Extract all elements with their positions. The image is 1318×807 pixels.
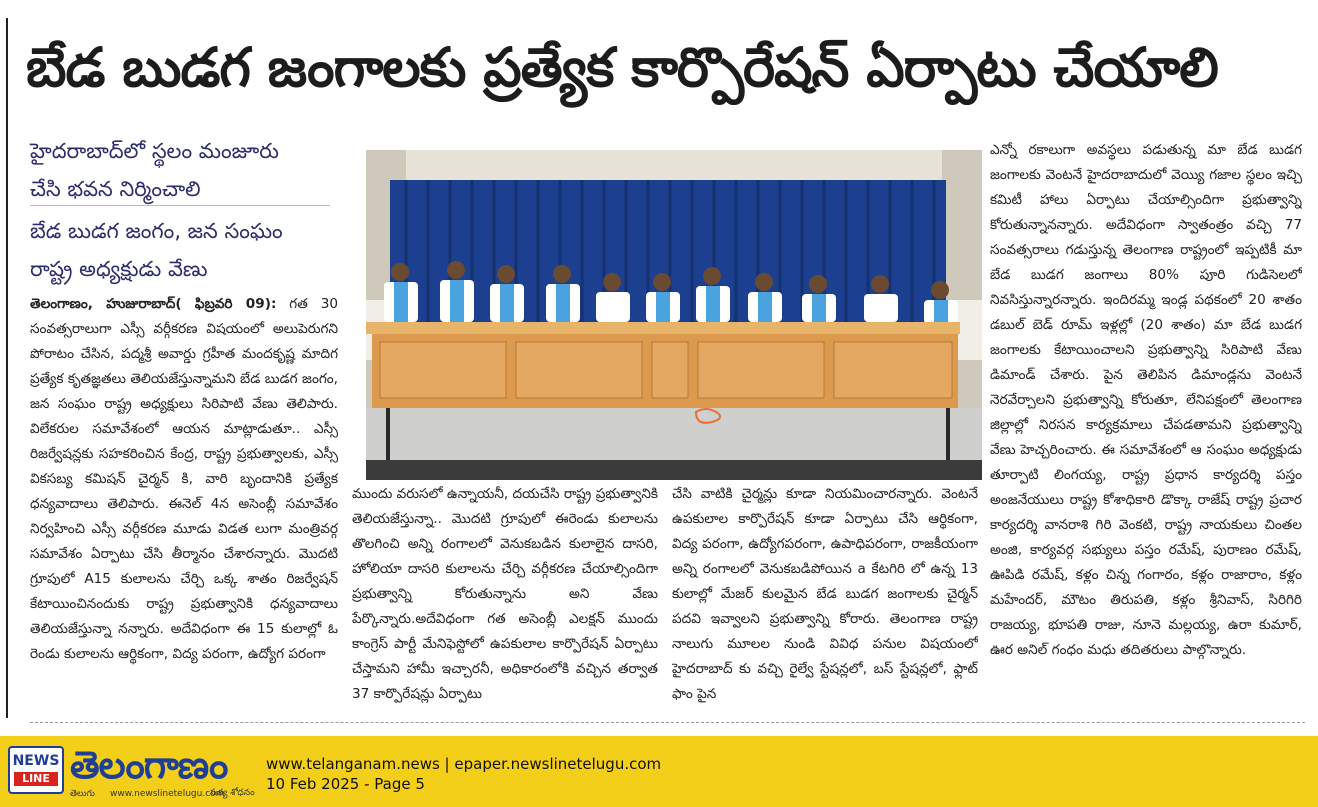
subheading-divider [30, 205, 330, 206]
brand-tagline: సత్య శోధనం [210, 788, 255, 798]
article-column-2 [352, 482, 658, 708]
brand-language: తెలుగు [70, 789, 95, 799]
press-meet-photo [366, 150, 982, 480]
footer-divider [30, 722, 1305, 723]
newsline-logo [8, 746, 64, 794]
press-meet-image [366, 150, 982, 480]
subheading-line: హైదరాబాద్‌లో స్థలం మంజూరు [30, 139, 279, 163]
logo-text-top: NEWS [12, 753, 60, 769]
article-column-4 [990, 138, 1302, 708]
subheading-line: చేసి భవన నిర్మించాలి [30, 177, 201, 201]
column-text: చేసి వాటికి చైర్మన్లు కూడా నియమించారన్నారు. వెంటనే ఉపకులాల కార్పొరేషన్ కూడా ఏర్పాటు చేసి ఆర్థికంగా, విద్య పరంగా, ఉద్యోగపరంగా, ఉపాధిపరంగా, రాజకీయంగా అన్ని రంగాలలో వెనుకబడిపోయిన a కేటగిరి లో ఉన్న 13 కులాల్లో మేజర్ కులమైన బేడ బుడగ జంగాలకు చైర్మన్ పదవి ఇవ్వాలని ప్రభుత్వాన్ని కోరారు. తెలంగాణ రాష్ట్ర నాలుగు మూలల నుండి వివిధ పనుల విషయంలో హైదరాబాద్ కు వచ్చి రైల్వే స్టేషన్లలో, బస్ స్టేషన్లలో, ఫ్లాట్ ఫాం పైన [672, 486, 978, 702]
logo-text-bottom: LINE [14, 772, 58, 786]
left-rule [6, 18, 8, 718]
footer-links[interactable]: www.telanganam.news | epaper.newslinetelugu.com [266, 755, 662, 773]
subheading-line: బేడ బుడగ జంగం, జన సంఘం [30, 219, 283, 243]
page-headline: బేడ బుడగ జంగాలకు ప్రత్యేక కార్పొరేషన్ ఏర్పాటు చేయాలి [26, 36, 1218, 99]
subheading-person [30, 212, 330, 288]
dateline: తెలంగాణం, హుజురాబాద్( ఫిబ్రవరి 09): [30, 296, 277, 312]
footer-date-page: 10 Feb 2025 - Page 5 [266, 775, 425, 793]
column-text: ఎన్నో రకాలుగా అవస్థలు పడుతున్న మా బేడ బుడగ జంగాలకు వెంటనే హైదరాబాదులో వెయ్యి గజాల స్థలం ఇచ్చి కమిటీ హాలు ఏర్పాటు చేయాల్సిందిగా ప్రభుత్వాన్ని కోరుతున్నానన్నారు. అదేవిధంగా స్వాతంత్రం వచ్చి 77 సంవత్సరాలు గడుస్తున్న తెలంగాణ రాష్ట్రంలో ఇప్పటికీ మా బేడ బుడగ జంగాలు 80% పూరి గుడిసెలలో నివసిస్తున్నారన్నారు. ఇందిరమ్మ ఇండ్ల పథకంలో 20 శాతం డబుల్ బెడ్ రూమ్ ఇళ్లల్లో (20 శాతం) మా బేడ బుడగ జంగాలకు కేటాయించాలని ప్రభుత్వాన్ని సిరిపాటి వేణు డిమాండ్ చేశారు. పైన తెలిపిన డిమాండ్లను వెంటనే నెరవేర్చాలని ప్రభుత్వాన్ని కోరుతూ, లేనిపక్షంలో తెలంగాణ జిల్లాల్లో నిరసన కార్యక్రమాలు చేపడతామని ప్రభుత్వాన్ని వేణు హెచ్చరించారు. ఈ సమావేశంలో ఆ సంఘం అధ్యక్షుడు తూర్పాటి లింగయ్య, రాష్ట్ర ప్రధాన కార్యదర్శి పస్తం అంజనేయులు రాష్ట్ర కోశాధికారి డొక్కా రాజేష్ రాష్ట్ర ప్రచార కార్యదర్శి వానరాశి గిరి వెంకటి, రాష్ట్ర నాయకులు చింతల అంజి, కార్యవర్గ సభ్యులు పస్తం రమేష్, పురాణం రమేష్, ఊపిడి రమేష్, కళ్లం చిన్న గంగారం, కళ్లం రాజారాం, కళ్లం మహేందర్, మౌటం తిరుపతి, కళ్లం శ్రీనివాస్, సిరిగిరి రాజయ్య, భూపతి రాజు, నూనె మల్లయ్య, ఉరా కుమార్, ఊర అనిల్ గంధం మధు తదితరులు పాల్గొన్నారు. [990, 142, 1302, 658]
brand-name: తెలంగాణం [70, 743, 228, 787]
column-text: ముందు వరుసలో ఉన్నాయనీ, దయచేసి రాష్ట్ర ప్రభుత్వానికి తెలియజేస్తున్నా.. మొదటి గ్రూపులో ఈరెండు కులాలను తొలగించి అన్ని రంగాలలో వెనుకబడిన కులాలైన దాసరి, హోలియా దాసరి కులాలను చేర్చి వర్గీకరణ చేయాల్సిందిగా ప్రభుత్వాన్ని కోరుతున్నాను అని వేణు పేర్కొన్నారు.అదేవిధంగా గత అసెంబ్లీ ఎలక్షన్ ముందు కాంగ్రెస్ పార్టీ మేనిఫెస్టోలో ఉపకులాల కార్పొరేషన్ ఏర్పాటు చేస్తామని హామీ ఇచ్చారనీ, అధికారంలోకి వచ్చిన తర్వాత 37 కార్పొరేషన్లు ఏర్పాటు [352, 486, 658, 702]
footer-bar [0, 736, 1318, 807]
article-column-3 [672, 482, 978, 708]
column-text: గత 30 సంవత్సరాలుగా ఎస్సీ వర్గీకరణ విషయంలో అలుపెరుగని పోరాటం చేసిన, పద్మశ్రీ అవార్డు గ్రహీత మందకృష్ణ మాదిగ ప్రత్యేక కృతజ్ఞతలు తెలియజేస్తున్నామని బేడ బుడగ జంగం, జన సంఘం రాష్ట్ర అధ్యక్షులు సిరిపాటి వేణు తెలిపారు. విలేకరుల సమావేశంలో ఆయన మాట్లాడుతూ.. ఎస్సీ రిజర్వేషన్లకు సహకరించిన కేంద్ర, రాష్ట్ర ప్రభుత్వాలకు, ఎస్సీ వికసబ్య కమిషన్ చైర్మన్ కి, వారి బృందానికి ప్రత్యేక ధన్యవాదాలు తెలిపారు. ఈనెల్ 4న అసెంబ్లీ సమావేశం నిర్వహించి ఎస్సీ వర్గీకరణ మూడు విడత లుగా మంత్రివర్గ సమావేశం ఏర్పాటు చేసి తీర్మానం చేశారన్నారు. మొదటి గ్రూపులో A15 కులాలను చేర్చి ఒక్క శాతం రిజర్వేషన్ కేటాయించినందుకు రాష్ట్ర ప్రభుత్వానికి ధన్యవాదాలు తెలియజేస్తున్నా నన్నారు. అదేవిధంగా ఈ 15 కులాల్లో ఓ రెండు కులాలను ఆర్థికంగా, విద్య పరంగా, ఉద్యోగ పరంగా [30, 296, 338, 662]
subheading-line: రాష్ట్ర అధ్యక్షుడు వేణు [30, 257, 208, 281]
brand-url: www.newslinetelugu.com [110, 789, 225, 799]
footer-info [266, 754, 661, 794]
subheading-location [30, 132, 330, 208]
article-column-1 [30, 292, 338, 708]
